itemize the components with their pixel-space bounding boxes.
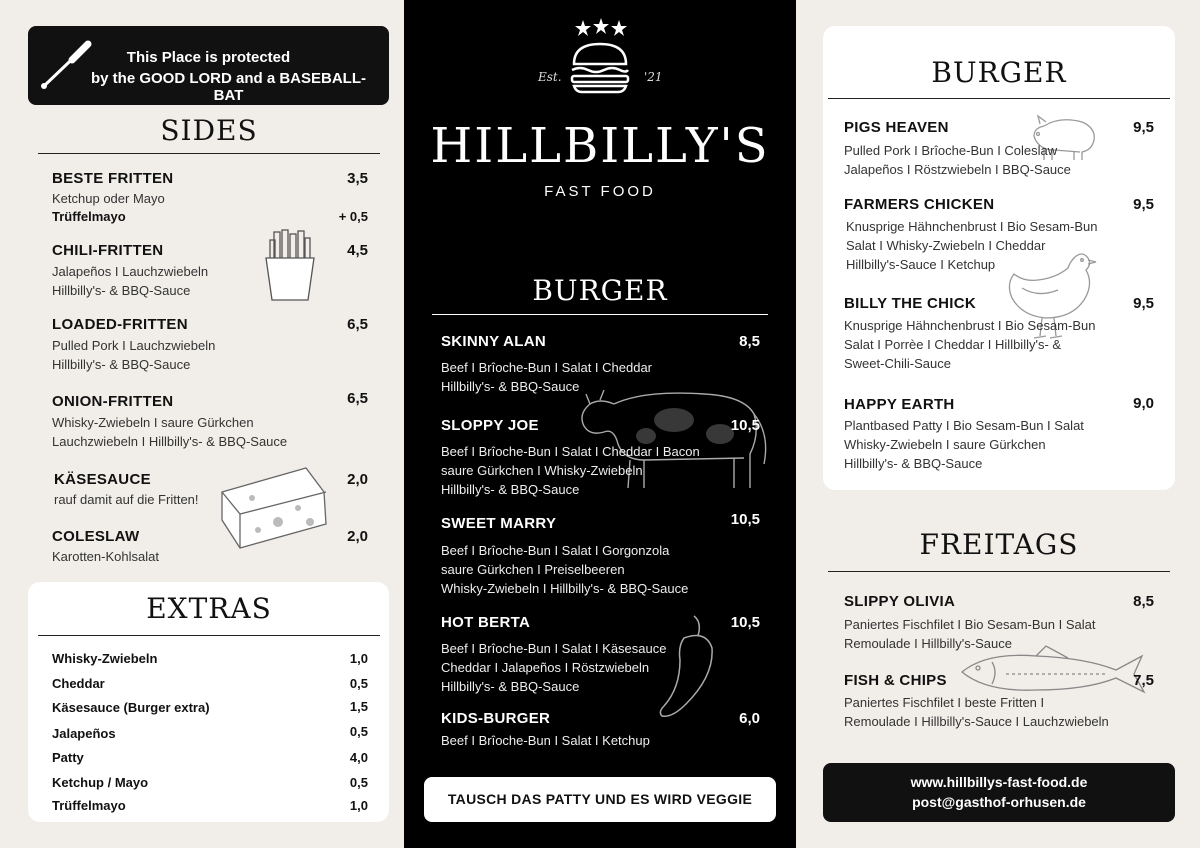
extras-item-7-price: 1,0 [349, 798, 368, 813]
sides-title: SIDES [160, 114, 258, 147]
right-item-2-desc-2: Salat I Whisky-Zwiebeln I Cheddar [846, 238, 1046, 253]
center-item-2-desc-1: Beef I Brîoche-Bun I Salat I Cheddar I Bacon [441, 444, 700, 459]
right-item-3-price: 9,5 [1133, 295, 1154, 312]
center-item-2-desc-3: Hillbilly's- & BBQ-Sauce [441, 482, 580, 497]
sides-item-5-name: KÄSESAUCE [54, 471, 151, 488]
freitags-item-1-desc-2: Remoulade I Hillbilly's-Sauce [844, 636, 1012, 651]
sides-item-1-price: 3,5 [347, 170, 368, 187]
center-item-3-desc-3: Whisky-Zwiebeln I Hillbilly's- & BBQ-Sauce [441, 581, 689, 596]
extras-item-3-name: Käsesauce (Burger extra) [52, 700, 210, 715]
center-item-2-price: 10,5 [730, 417, 760, 434]
sides-item-3-desc-1: Pulled Pork I Lauchzwiebeln [52, 338, 216, 353]
brand-est: Est. [538, 70, 562, 84]
protected-line-1: This Place is protected [126, 49, 291, 66]
freitags-item-1-desc-1: Paniertes Fischfilet I Bio Sesam-Bun I Salat [844, 617, 1096, 632]
center-item-3-desc-2: saure Gürkchen I Preiselbeeren [441, 562, 625, 577]
veggie-note-text: TAUSCH DAS PATTY UND ES WIRD VEGGIE [447, 791, 753, 807]
center-item-4-price: 10,5 [730, 614, 760, 631]
right-item-3-desc-1: Knusprige Hähnchenbrust I Bio Sesam-Bun [844, 318, 1096, 333]
sides-item-3-desc-2: Hillbilly's- & BBQ-Sauce [52, 357, 191, 372]
center-item-1-price: 8,5 [739, 333, 760, 350]
center-item-5-desc-1: Beef I Brîoche-Bun I Salat I Ketchup [441, 733, 650, 748]
freitags-item-1-name: SLIPPY OLIVIA [844, 593, 956, 610]
center-item-4-desc-1: Beef I Brîoche-Bun I Salat I Käsesauce [441, 641, 667, 656]
sides-item-6-price: 2,0 [347, 528, 368, 545]
right-item-1-desc-2: Jalapeños I Röstzwiebeln I BBQ-Sauce [844, 162, 1071, 177]
right-item-3-desc-2: Salat I Porrèe I Cheddar I Hillbilly's- & [844, 337, 1062, 352]
extras-item-3-price: 1,5 [349, 699, 368, 714]
right-item-4-desc-3: Hillbilly's- & BBQ-Sauce [844, 456, 983, 471]
right-item-4-desc-2: Whisky-Zwiebeln I saure Gürkchen [844, 437, 1046, 452]
freitags-item-2-name: FISH & CHIPS [844, 672, 947, 689]
center-item-3-desc-1: Beef I Brîoche-Bun I Salat I Gorgonzola [441, 543, 670, 558]
right-item-2-desc-3: Hillbilly's-Sauce I Ketchup [846, 257, 996, 272]
center-item-1-desc-1: Beef I Brîoche-Bun I Salat I Cheddar [441, 360, 653, 375]
brand-name: HILLBILLY'S [430, 118, 770, 174]
fries-illustration-icon [262, 228, 318, 304]
extras-item-5-price: 4,0 [349, 750, 368, 765]
burger-logo-icon [568, 40, 632, 94]
sides-item-6-name: COLESLAW [52, 528, 140, 545]
sides-item-1-desc: Ketchup oder Mayo [52, 191, 165, 206]
extras-rule [38, 635, 380, 636]
freitags-item-2-price: 7,5 [1133, 672, 1154, 689]
chili-illustration-icon [656, 612, 718, 722]
sides-item-3-name: LOADED-FRITTEN [52, 316, 188, 333]
right-item-3-name: BILLY THE CHICK [844, 295, 977, 312]
center-burger-rule [432, 314, 768, 315]
freitags-item-2-desc-2: Remoulade I Hillbilly's-Sauce I Lauchzwiebeln [844, 714, 1109, 729]
right-item-4-name: HAPPY EARTH [844, 396, 955, 413]
sides-rule [38, 153, 380, 154]
sides-item-2-desc-1: Jalapeños I Lauchzwiebeln [52, 264, 209, 279]
right-burger-rule [828, 98, 1170, 99]
center-item-4-desc-3: Hillbilly's- & BBQ-Sauce [441, 679, 580, 694]
sides-item-2-name: CHILI-FRITTEN [52, 242, 164, 259]
contact-website-link[interactable]: www.hillbillys-fast-food.de [910, 774, 1088, 790]
right-item-2-price: 9,5 [1133, 196, 1154, 213]
sides-item-1-name: BESTE FRITTEN [52, 170, 174, 187]
extras-title: EXTRAS [146, 592, 272, 625]
freitags-title: FREITAGS [919, 528, 1079, 561]
sides-item-6-desc: Karotten-Kohlsalat [52, 549, 159, 564]
center-item-5-name: KIDS-BURGER [441, 710, 551, 727]
center-item-5-price: 6,0 [739, 710, 760, 727]
sides-addon-price: + 0,5 [338, 209, 368, 224]
cheese-illustration-icon [218, 462, 330, 554]
right-item-4-price: 9,0 [1133, 395, 1154, 412]
sides-item-4-price: 6,5 [347, 390, 368, 407]
right-item-4-desc-1: Plantbased Patty I Bio Sesam-Bun I Salat [844, 418, 1084, 433]
sides-item-4-desc-1: Whisky-Zwiebeln I saure Gürkchen [52, 415, 254, 430]
brand-year: '21 [644, 70, 663, 84]
extras-item-6-price: 0,5 [349, 775, 368, 790]
center-item-3-name: SWEET MARRY [441, 515, 557, 532]
protected-line-2: by the GOOD LORD and a BASEBALL-BAT [90, 70, 366, 104]
center-panel [404, 0, 796, 848]
center-item-3-price: 10,5 [730, 511, 760, 528]
right-item-1-name: PIGS HEAVEN [844, 119, 949, 136]
extras-item-4-name: Jalapeños [52, 726, 116, 741]
extras-item-2-price: 0,5 [349, 676, 368, 691]
center-item-1-desc-2: Hillbilly's- & BBQ-Sauce [441, 379, 580, 394]
extras-item-5-name: Patty [52, 750, 84, 765]
sides-item-4-name: ONION-FRITTEN [52, 393, 174, 410]
brand-sub: FAST FOOD [544, 183, 656, 200]
extras-item-1-price: 1,0 [349, 651, 368, 666]
right-item-2-name: FARMERS CHICKEN [844, 196, 995, 213]
extras-item-1-name: Whisky-Zwiebeln [52, 651, 158, 666]
center-item-2-desc-2: saure Gürkchen I Whisky-Zwiebeln [441, 463, 643, 478]
sides-addon-name: Trüffelmayo [52, 209, 126, 224]
right-burger-title: BURGER [931, 56, 1067, 89]
center-item-4-desc-2: Cheddar I Jalapeños I Röstzwiebeln [441, 660, 650, 675]
extras-item-6-name: Ketchup / Mayo [52, 775, 149, 790]
extras-item-4-price: 0,5 [349, 724, 368, 739]
center-burger-title: BURGER [532, 274, 668, 307]
contact-email-link[interactable]: post@gasthof-orhusen.de [912, 794, 1086, 810]
contact-box [823, 763, 1175, 822]
sides-item-4-desc-2: Lauchzwiebeln I Hillbilly's- & BBQ-Sauce [52, 434, 288, 449]
extras-item-2-name: Cheddar [52, 676, 105, 691]
center-item-1-name: SKINNY ALAN [441, 333, 546, 350]
center-item-2-name: SLOPPY JOE [441, 417, 539, 434]
sides-item-2-desc-2: Hillbilly's- & BBQ-Sauce [52, 283, 191, 298]
extras-item-7-name: Trüffelmayo [52, 798, 126, 813]
sides-item-2-price: 4,5 [347, 242, 368, 259]
right-item-1-desc-1: Pulled Pork I Brîoche-Bun I Coleslaw [844, 143, 1058, 158]
sides-item-5-desc: rauf damit auf die Fritten! [54, 492, 199, 507]
sides-item-3-price: 6,5 [347, 316, 368, 333]
freitags-rule [828, 571, 1170, 572]
right-item-1-price: 9,5 [1133, 119, 1154, 136]
right-item-2-desc-1: Knusprige Hähnchenbrust I Bio Sesam-Bun [846, 219, 1098, 234]
protected-banner [28, 26, 389, 105]
sides-item-5-price: 2,0 [347, 471, 368, 488]
freitags-item-2-desc-1: Paniertes Fischfilet I beste Fritten I [844, 695, 1045, 710]
freitags-item-1-price: 8,5 [1133, 593, 1154, 610]
right-item-3-desc-3: Sweet-Chili-Sauce [844, 356, 951, 371]
stars-icon [574, 18, 628, 38]
veggie-note [424, 777, 776, 822]
center-item-4-name: HOT BERTA [441, 614, 531, 631]
